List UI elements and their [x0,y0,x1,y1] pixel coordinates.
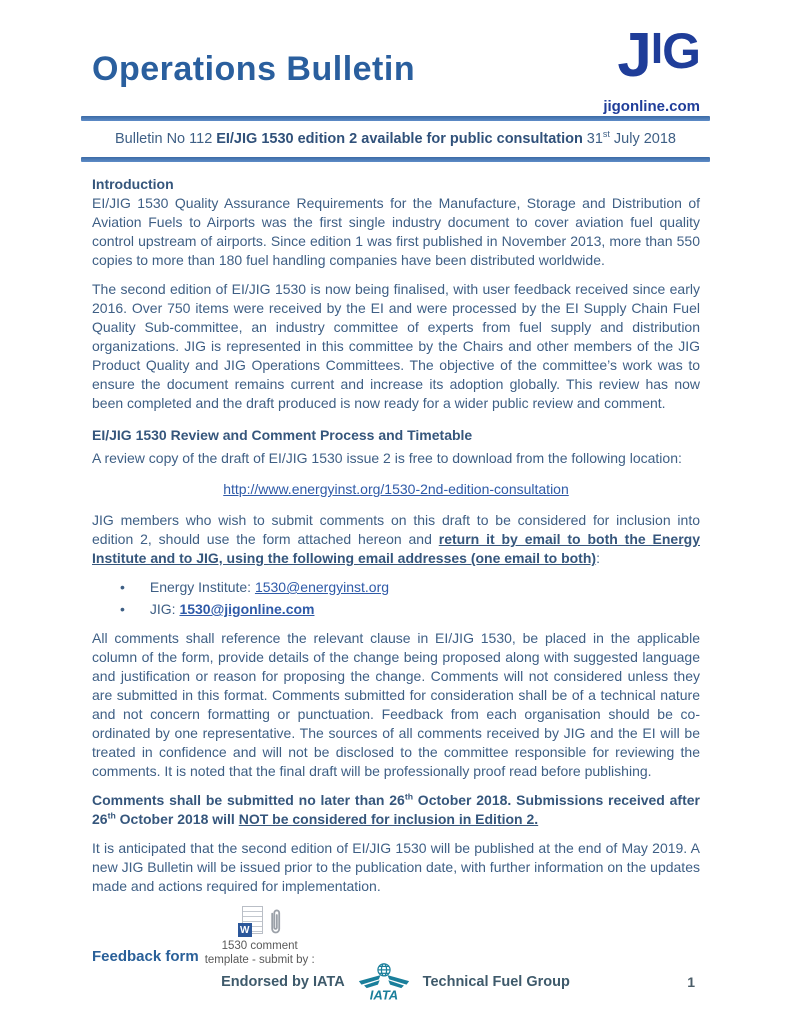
word-document-icon [238,906,263,937]
bulletin-subject: EI/JIG 1530 edition 2 available for public consultation [216,131,583,147]
date-ordinal: st [602,129,610,140]
intro-paragraph-1: EI/JIG 1530 Quality Assurance Requirements for the Manufacture, Storage and Distribution of Aviation Fuels to Airports was the first single industry document to cover aviation fuel quality control upstream of airports. Since edition 1 was first published in November 2013, more than 550 copies to more than 180 fuel handling companies have been distributed worldwide. [92,195,700,268]
energy-institute-email-link[interactable]: 1530@energyinst.org [254,579,390,595]
attachment-icons [205,906,315,937]
footer-endorsement [0,962,791,1002]
bulletin-info-bar [81,121,710,157]
jig-logo-letter-i: I [650,24,663,73]
intro-heading: Introduction [92,176,174,192]
bulletin-number: Bulletin No 112 [115,131,213,147]
review-intro-line: A review copy of the draft of EI/JIG 1530 issue 2 is free to download from the following location: [92,450,682,466]
header [0,0,791,116]
attachment-caption-line2: template - submit by : [204,954,315,966]
endorsed-by-text: Endorsed by IATA [221,974,345,990]
members-paragraph-bold: return it by email to both the Energy Institute and to JIG, using the following email addresses (one email to both) [92,531,700,566]
list-item-jig [120,600,700,619]
jig-email-link[interactable]: 1530@jigonline.com [179,601,315,617]
intro-paragraph-2: The second edition of EI/JIG 1530 is now being finalised, with user feedback received since early 2016. Over 750 items were received by the EI and were processed by the EI Supply Chain Fuel Quality Sub-committee, an industry committee of experts from fuel supply and distribution organizations. JIG is represented in this committee by the Chairs and other members of the JIG Product Quality and JIG Operations Committees. The objective of the committee’s work was to ensure the document remains current and increase its adoption globally. This review has now been completed and the draft produced is now ready for a wider public review and comment. [92,281,700,411]
footer [0,962,791,1002]
members-paragraph-start: JIG members who wish to submit comments on this draft to be considered for inclusion into edition 2, should use the form attached hereon and [92,512,700,547]
list-item-energy-institute [120,578,700,597]
jig-website-text: jigonline.com [603,97,700,115]
page-number: 1 [687,974,695,990]
review-heading: EI/JIG 1530 Review and Comment Process and Timetable [92,427,473,443]
comments-rules-paragraph: All comments shall reference the relevant clause in EI/JIG 1530, be placed in the applicable column of the form, provide details of the change being proposed along with suggested language and justification or reason for proposing the change. Comments will not considered unless they are submitted in this format. Comments submitted for consideration shall be of a technical nature and not concern formatting or punctuation. Feedback from each organisation should be co-ordinated by one representative. The sources of all comments received by JIG and the EI will be treated in confidence and will not be disclosed to the committee responsible for reviewing the comments. It is noted that the final draft will be professionally proof read before publishing. [92,630,700,779]
email-list [120,578,700,619]
members-paragraph-end: : [596,550,600,566]
jig-label: JIG: [149,601,180,617]
technical-fuel-group-text: Technical Fuel Group [422,974,570,990]
document-body [92,175,700,967]
consultation-download-link[interactable]: http://www.energyinst.org/1530-2nd-edition-consultation [223,481,569,497]
publication-paragraph: It is anticipated that the second edition of EI/JIG 1530 will be published at the end of May 2019. A new JIG Bulletin will be issued prior to the publication date, with further information on the updates made and actions required for implementation. [92,840,700,894]
jig-logo-letter-j: J [617,21,651,90]
deadline-ordinal-1: th [404,791,414,802]
attachment-caption-line1: 1530 comment [221,940,298,952]
bottom-divider [81,157,710,162]
deadline-ordinal-2: th [107,810,116,821]
deadline-paragraph: Comments shall be submitted no later than 26th October 2018. Submissions received after 26th October 2018 will NOT be considered for inclusion in Edition 2. [92,791,700,827]
deadline-underlined-text: NOT be considered for inclusion in Edition 2. [238,811,539,827]
page-title: Operations Bulletin [92,50,416,88]
word-w-badge: W [238,923,252,937]
jig-logo-letter-g: G [662,23,700,79]
iata-logo-icon [358,962,410,1002]
bulletin-date: 31st July 2018 [586,129,676,147]
attachment-row [92,906,700,967]
iata-logo-text: IATA [369,987,398,1002]
feedback-form-label: Feedback form [92,948,199,965]
jig-logo [603,21,700,115]
members-paragraph [92,511,700,568]
embedded-attachment[interactable] [205,906,315,967]
paperclip-icon [268,907,282,937]
energy-institute-label: Energy Institute: [149,579,255,595]
jig-logo-letters [603,21,700,90]
download-link-line [92,480,700,499]
